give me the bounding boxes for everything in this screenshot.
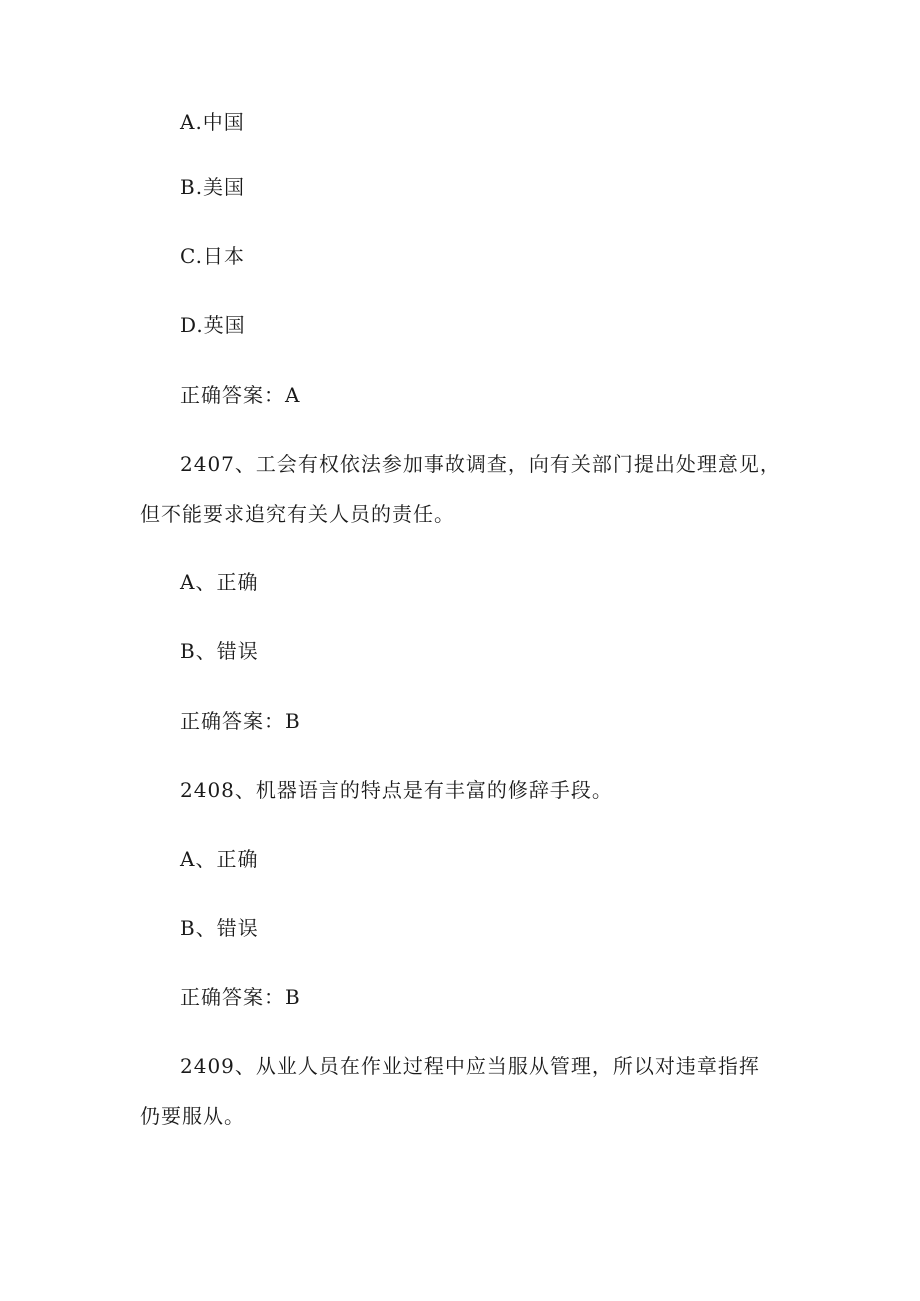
question-2408-option-a: A、正确 — [180, 847, 259, 871]
question-2407-text: 2407、工会有权依法参加事故调查，向有关部门提出处理意见， — [180, 452, 781, 476]
option-a: A.中国 — [180, 110, 245, 134]
question-2407-answer: 正确答案：B — [180, 709, 301, 733]
question-2408-option-b: B、错误 — [180, 916, 259, 940]
option-c: C.日本 — [180, 244, 245, 268]
question-2407-option-b: B、错误 — [180, 639, 259, 663]
question-2409-text-cont: 仍要服从。 — [140, 1104, 245, 1128]
question-2408-text: 2408、机器语言的特点是有丰富的修辞手段。 — [180, 778, 613, 802]
question-2408-answer: 正确答案：B — [180, 985, 301, 1009]
option-b: B.美国 — [180, 175, 246, 199]
question-2407-text-cont: 但不能要求追究有关人员的责任。 — [140, 502, 455, 526]
question-2407-option-a: A、正确 — [180, 570, 259, 594]
option-d: D.英国 — [180, 313, 246, 337]
answer-line: 正确答案：A — [180, 383, 301, 407]
question-2409-text: 2409、从业人员在作业过程中应当服从管理，所以对违章指挥 — [180, 1054, 760, 1078]
